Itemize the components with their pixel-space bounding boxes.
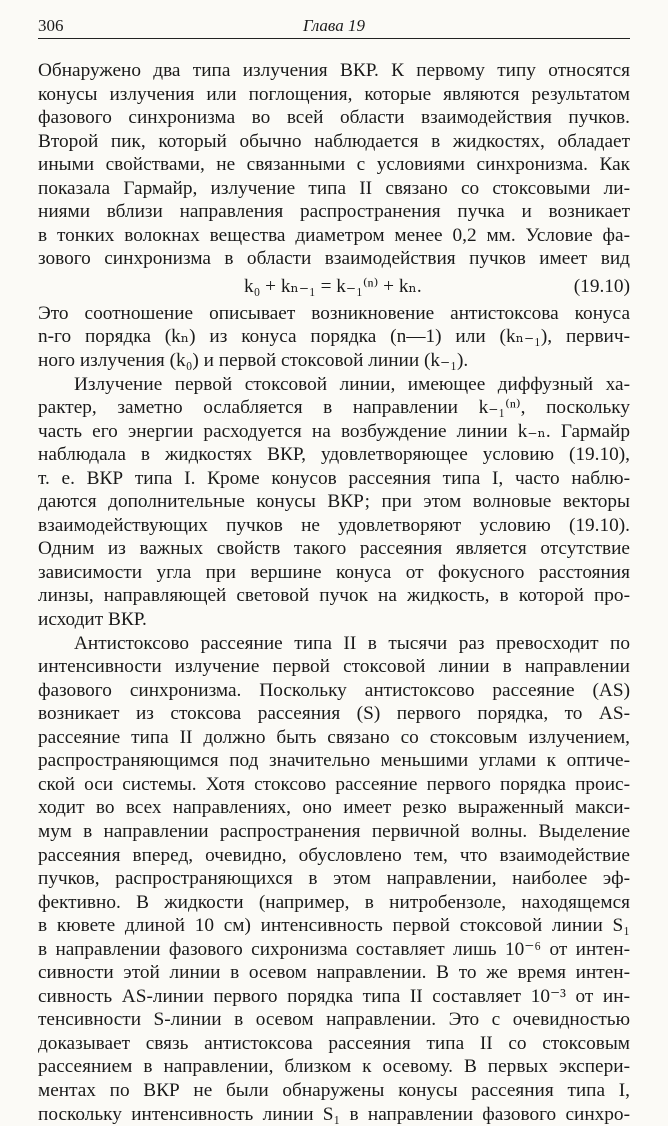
text-line: Излучение первой стоксовой линии, имеющее диффузный ха- bbox=[74, 373, 630, 395]
text-line: интенсивности излучение первой стоксовой линии в направлении bbox=[38, 656, 630, 678]
text-line: фективно. В жидкости (например, в нитробензоле, находящемся bbox=[38, 891, 630, 913]
text-line: возникает из стоксова рассеяния (S) первого порядка, то AS- bbox=[38, 703, 630, 725]
text-line: взаимодействующих пучков не удовлетворяют условию (19.10). bbox=[38, 514, 630, 536]
text-line: тенсивности S-линии в осевом направлении. Это с очевидностью bbox=[38, 1009, 630, 1031]
text-line: n-го порядка (kₙ) из конуса порядка (n—1) или (kₙ₋₁), первич- bbox=[38, 326, 630, 348]
text-line: сивность AS-линии первого порядка типа II составляет 10⁻³ от ин- bbox=[38, 985, 630, 1007]
running-head: Глава 19 bbox=[303, 16, 365, 35]
text-line: ниями вблизи направления распространения пучка и возникает bbox=[38, 201, 630, 223]
text-line: поскольку интенсивность линии S₁ в направлении фазового синхро- bbox=[38, 1103, 630, 1125]
page-header bbox=[38, 14, 630, 39]
text-line: пучков, распространяющихся в этом направлении, наиболее эф- bbox=[38, 868, 630, 890]
text-line: зового синхронизма в области взаимодействия пучков имеет вид bbox=[38, 248, 630, 270]
text-line: фазового синхронизма. Поскольку антистоксово рассеяние (AS) bbox=[38, 679, 630, 701]
text-line: распространяющимся под значительно меньшими углами к оптиче- bbox=[38, 750, 630, 772]
text-line: Это соотношение описывает возникновение антистоксова конуса bbox=[38, 302, 630, 324]
text-line: Одним из важных свойств такого рассеяния является отсутствие bbox=[38, 538, 630, 560]
text-line: ментах по ВКР не были обнаружены конусы рассеяния типа I, bbox=[38, 1079, 630, 1101]
text-line: сивности этой линии в осевом направлении. В то же время интен- bbox=[38, 962, 630, 984]
text-line: ного излучения (k₀) и первой стоксовой линии (k₋₁). bbox=[38, 350, 469, 372]
text-line: в кювете длиной 10 см) интенсивность первой стоксовой линии S₁ bbox=[38, 915, 630, 937]
text-line: часть его энергии расходуется на возбуждение линии k₋ₙ. Гармайр bbox=[38, 420, 630, 442]
text-line: в направлении фазового сихронизма составляет лишь 10⁻⁶ от интен- bbox=[38, 938, 630, 960]
paragraph-1 bbox=[38, 59, 630, 271]
text-line: Обнаружено два типа излучения ВКР. К первому типу относятся bbox=[38, 60, 630, 81]
equation-formula: k₀ + kₙ₋₁ = k₋₁⁽ⁿ⁾ + kₙ. bbox=[244, 275, 422, 297]
text-line: линзы, направляющей световой пучок на жидкость, в которой про- bbox=[38, 585, 630, 607]
text-line: мум в направлении распространения первичной волны. Выделение bbox=[38, 820, 630, 842]
paragraph-2 bbox=[38, 302, 630, 373]
equation-number: (19.10) bbox=[573, 275, 630, 297]
text-line: исходит ВКР. bbox=[38, 609, 147, 631]
paragraph-4 bbox=[38, 632, 630, 1126]
text-line: в тонких волокнах вещества диаметром менее 0,2 мм. Условие фа- bbox=[38, 224, 630, 246]
text-line: Второй пик, который обычно наблюдается в жидкостях, обладает bbox=[38, 130, 630, 152]
paragraph-3 bbox=[38, 373, 630, 632]
text-line: показала Гармайр, излучение типа II связано со стоксовыми ли- bbox=[38, 177, 630, 199]
text-line: наблюдала в жидкостях ВКР, удовлетворяющее условию (19.10), bbox=[38, 444, 630, 466]
equation-19-10 bbox=[38, 272, 630, 302]
text-line: Антистоксово рассеяние типа II в тысячи раз превосходит по bbox=[74, 632, 630, 654]
text-line: даются дополнительные конусы ВКР; при этом волновые векторы bbox=[38, 491, 630, 513]
text-line: рассеянием в направлении, близком к осевому. В первых экспери- bbox=[38, 1056, 630, 1078]
text-line: рассеяние типа II должно быть связано со стоксовым излучением, bbox=[38, 726, 630, 748]
page-number: 306 bbox=[38, 16, 64, 35]
text-line: конусы излучения или поглощения, которые являются результатом bbox=[38, 83, 630, 105]
text-line: т. е. ВКР типа I. Кроме конусов рассеяния типа I, часто наблю- bbox=[38, 467, 630, 489]
text-line: фазового синхронизма во всей области взаимодействия пучков. bbox=[38, 107, 630, 129]
text-line: ходит во всех направлениях, оно имеет резко выраженный макси- bbox=[38, 797, 630, 819]
text-line: доказывает связь антистоксова рассеяния типа II со стоксовым bbox=[38, 1032, 630, 1054]
text-line: ской оси системы. Хотя стоксово рассеяние первого порядка проис- bbox=[38, 773, 630, 795]
text-line: рактер, заметно ослабляется в направлении k₋₁⁽ⁿ⁾, поскольку bbox=[38, 397, 630, 419]
text-line: иными свойствами, не связанными с условиями синхронизма. Как bbox=[38, 154, 630, 176]
text-body bbox=[38, 59, 630, 1126]
text-line: зависимости угла при вершине конуса от фокусного расстояния bbox=[38, 561, 630, 583]
text-line: рассеяния вперед, очевидно, обусловлено тем, что взаимодействие bbox=[38, 844, 630, 866]
